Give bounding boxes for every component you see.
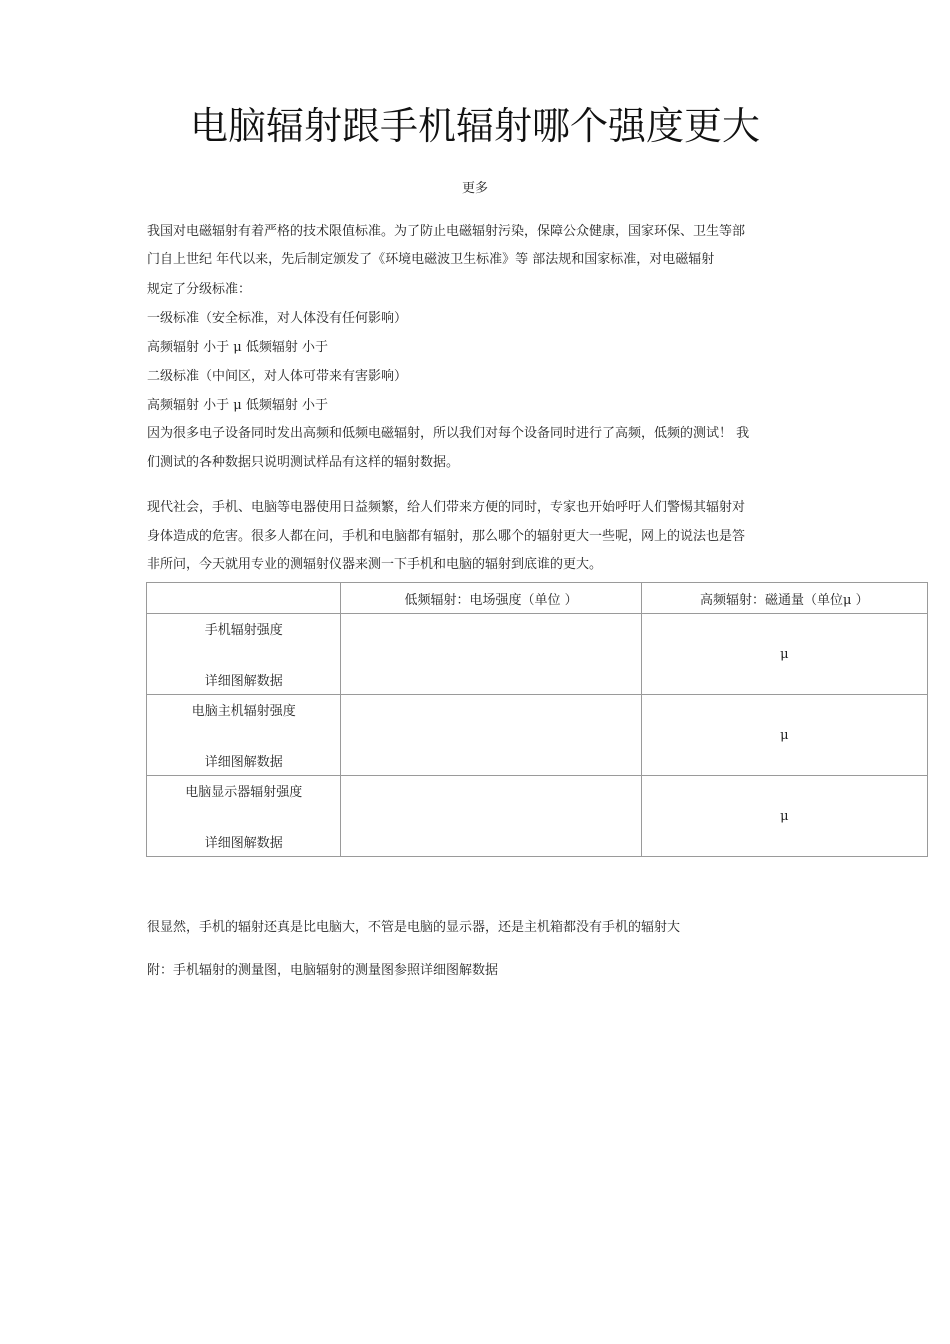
note-line-2: 们测试的各种数据只说明测试样品有这样的辐射数据。 — [147, 455, 460, 470]
modern-line-1: 现代社会，手机、电脑等电器使用日益频繁，给人们带来方便的同时，专家也开始呼吁人们警惕其辐射对 — [147, 500, 746, 515]
document-title: 电脑辐射跟手机辐射哪个强度更大 — [189, 104, 760, 148]
table-row — [147, 614, 928, 695]
table-header-cell: 高频辐射：磁通量（单位μ ） — [641, 583, 927, 614]
row-label: 电脑主机辐射强度 — [191, 704, 296, 719]
standard-level-1: 一级标准（安全标准，对人体没有任何影响） — [147, 311, 408, 326]
row-label: 电脑显示器辐射强度 — [185, 785, 303, 800]
standard-level-2-values: 高频辐射 小于 μ 低频辐射 小于 — [147, 398, 328, 413]
table-row — [147, 776, 928, 857]
more-link[interactable]: 更多 — [461, 181, 488, 196]
modern-line-2: 身体造成的危害。很多人都在问，手机和电脑都有辐射，那么哪个的辐射更大一些呢，网上的说法也是答 — [147, 529, 746, 544]
high-frequency-value: μ — [641, 695, 927, 776]
low-frequency-value — [341, 776, 641, 857]
table-row — [147, 695, 928, 776]
note-line-1: 因为很多电子设备同时发出高频和低频电磁辐射，所以我们对每个设备同时进行了高频，低频的测试！ 我 — [147, 426, 750, 441]
radiation-table — [146, 582, 928, 857]
standard-level-1-values: 高频辐射 小于 μ 低频辐射 小于 — [147, 340, 328, 355]
intro-line-1: 我国对电磁辐射有着严格的技术限值标准。为了防止电磁辐射污染，保障公众健康，国家环保、卫生等部 — [147, 224, 746, 239]
table-header-cell: 低频辐射：电场强度（单位 ） — [341, 583, 641, 614]
low-frequency-value — [341, 614, 641, 695]
low-frequency-value — [341, 695, 641, 776]
modern-line-3: 非所问，今天就用专业的测辐射仪器来测一下手机和电脑的辐射到底谁的更大。 — [147, 557, 603, 572]
table-header-row — [147, 583, 928, 614]
high-frequency-value: μ — [641, 614, 927, 695]
intro-line-2: 门自上世纪 年代以来，先后制定颁发了《环境电磁波卫生标准》等 部法规和国家标准，对电磁辐射 — [147, 252, 715, 267]
intro-line-3: 规定了分级标准： — [147, 282, 252, 297]
row-detail-link[interactable]: 详细图解数据 — [204, 836, 283, 851]
row-label: 手机辐射强度 — [204, 623, 283, 638]
standard-level-2: 二级标准（中间区，对人体可带来有害影响） — [147, 369, 408, 384]
conclusion-text: 很显然，手机的辐射还真是比电脑大，不管是电脑的显示器，还是主机箱都没有手机的辐射大 — [147, 920, 681, 935]
high-frequency-value: μ — [641, 776, 927, 857]
appendix-text: 附：手机辐射的测量图，电脑辐射的测量图参照详细图解数据 — [147, 963, 499, 978]
row-detail-link[interactable]: 详细图解数据 — [204, 674, 283, 689]
row-detail-link[interactable]: 详细图解数据 — [204, 755, 283, 770]
table-header-cell — [147, 583, 341, 614]
